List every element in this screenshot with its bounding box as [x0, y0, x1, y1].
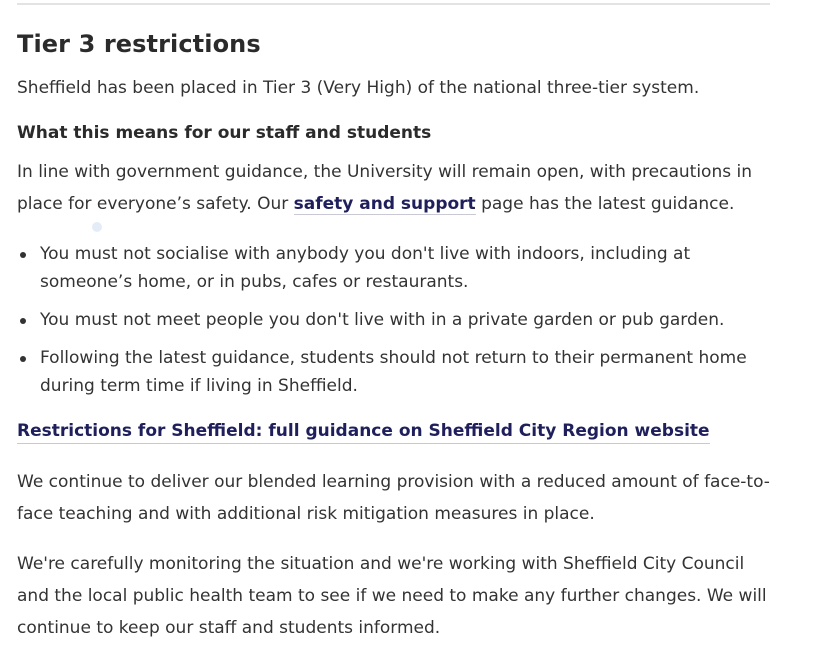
- blended-learning-paragraph: We continue to deliver our blended learning provision with a reduced amount of face-to-face teaching and with additional risk mitigation measures in place.: [17, 472, 770, 524]
- list-item-text: You must not meet people you don't live with in a private garden or pub garden.: [40, 310, 725, 330]
- bullet-icon: [20, 356, 26, 362]
- sheffield-region-guidance-link[interactable]: Restrictions for Sheffield: full guidance on Sheffield City Region website: [17, 421, 710, 444]
- guidance-paragraph: [17, 156, 757, 220]
- restrictions-list: [17, 240, 777, 410]
- list-item: [17, 344, 780, 400]
- list-item-text: You must not socialise with anybody you don't live with indoors, including at someone’s home, or in pubs, cafes or restaurants.: [40, 244, 691, 292]
- cursor-indicator: [92, 222, 102, 232]
- safety-support-link[interactable]: safety and support: [293, 194, 476, 214]
- guidance-text-before: In line with government guidance, the University will remain open, with precautions in place for everyone’s safety. Our: [17, 162, 752, 214]
- top-divider: [17, 3, 770, 5]
- intro-text: Sheffield has been placed in Tier 3 (Very High) of the national three-tier system.: [17, 78, 700, 98]
- bullet-icon: [20, 252, 26, 258]
- list-item: [17, 240, 720, 296]
- section-title: Tier 3 restrictions: [17, 30, 261, 58]
- guidance-text-after: page has the latest guidance.: [475, 194, 735, 214]
- bullet-icon: [20, 318, 26, 324]
- monitoring-paragraph: We're carefully monitoring the situation and we're working with Sheffield City Council and the local public health team to see if we need to make any further changes. We will continue to keep our staff and students informed.: [17, 554, 767, 638]
- subheading: What this means for our staff and students: [17, 123, 432, 143]
- list-item-text: Following the latest guidance, students should not return to their permanent home during term time if living in Sheffield.: [40, 348, 747, 396]
- list-item: [17, 306, 777, 334]
